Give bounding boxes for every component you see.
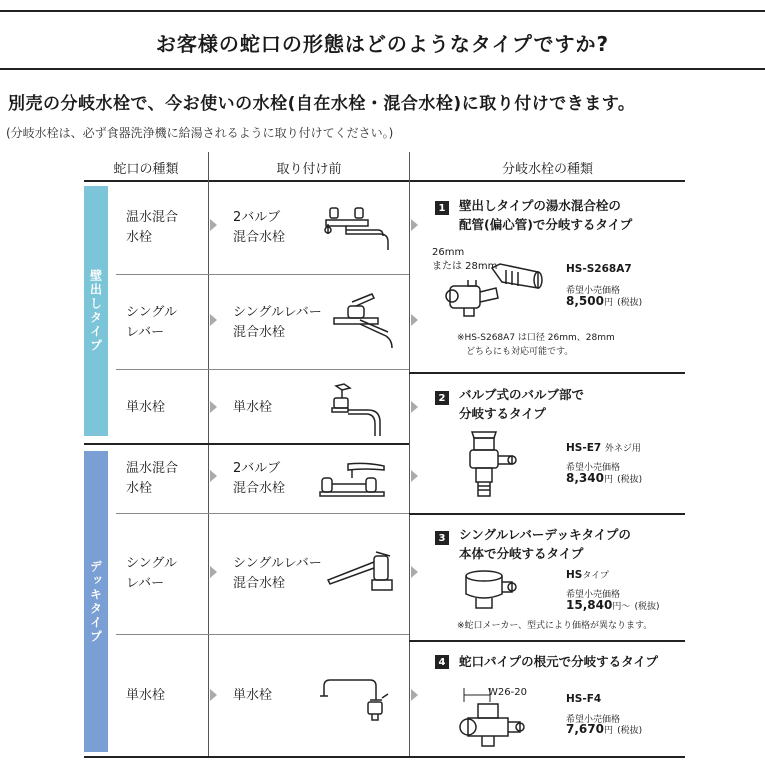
- group-band-deck: デッキタイプ: [84, 451, 108, 752]
- arrow-icon: [210, 566, 217, 578]
- compatibility-note: ※HS-S268A7 は口径 26mm、28mm どちらにも対応可能です。: [457, 333, 615, 357]
- pipe-root-branch-icon: [458, 702, 528, 748]
- product-code: HSタイプ: [566, 569, 609, 581]
- eccentric-pipe-branch-icon: [440, 258, 550, 320]
- product-price: 7,670円 (税抜): [566, 722, 643, 736]
- wall-single-tap-icon: [328, 382, 388, 442]
- top-rule: [0, 10, 765, 12]
- faucet-type-label: 温水混合 水栓: [126, 210, 179, 245]
- arrow-icon: [210, 219, 217, 231]
- before-install-label: 単水栓: [233, 400, 273, 415]
- faucet-type-label: 単水栓: [126, 688, 166, 703]
- before-install-label: 2バルブ 混合水栓: [233, 461, 286, 496]
- price-label: 希望小売価格: [566, 715, 621, 725]
- table-bottom-rule: [84, 756, 685, 758]
- arrow-icon: [210, 314, 217, 326]
- faucet-type-label: シングル レバー: [126, 556, 178, 591]
- row-divider: [116, 513, 409, 514]
- before-install-label: シングルレバー 混合水栓: [233, 305, 322, 340]
- row-divider: [116, 369, 409, 370]
- wall-single-lever-faucet-icon: [330, 292, 405, 352]
- branch-description: バルブ式のバルブ部で 分岐するタイプ: [459, 387, 585, 421]
- branch-divider: [409, 640, 685, 642]
- branch-divider: [409, 513, 685, 515]
- product-code: HS-E7 外ネジ用: [566, 442, 641, 454]
- arrow-icon: [411, 689, 418, 701]
- arrow-icon: [411, 314, 418, 326]
- group-divider: [84, 443, 409, 445]
- deck-single-lever-faucet-icon: [320, 550, 400, 600]
- product-code: HS-F4: [566, 693, 602, 705]
- price-label: 希望小売価格: [566, 286, 621, 296]
- arrow-icon: [411, 566, 418, 578]
- table-header-rule: [84, 180, 685, 182]
- branch-description: 蛇口パイプの根元で分岐するタイプ: [459, 654, 659, 669]
- row-divider: [116, 274, 409, 275]
- branch-description: シングルレバーデッキタイプの 本体で分岐するタイプ: [459, 527, 631, 561]
- arrow-icon: [411, 219, 418, 231]
- wall-two-valve-faucet-icon: [320, 200, 395, 255]
- install-note: (分岐水栓は、必ず食器洗浄機に給湯されるように取り付けてください。): [6, 126, 394, 140]
- column-faucet-type: 蛇口の種類: [113, 162, 179, 177]
- column-branch-type: 分岐水栓の種類: [501, 162, 593, 177]
- deck-single-tap-icon: [320, 672, 390, 722]
- column-divider-1: [208, 152, 209, 757]
- pipe-diameter-label: 26mm または 28mm: [432, 247, 498, 272]
- faucet-type-label: 単水栓: [126, 400, 166, 415]
- faucet-type-label: シングル レバー: [126, 305, 178, 340]
- product-code: HS-S268A7: [566, 263, 632, 275]
- price-label: 希望小売価格: [566, 590, 621, 600]
- page-title: お客様の蛇口の形態はどのようなタイプですか?: [155, 32, 610, 56]
- faucet-type-label: 温水混合 水栓: [126, 461, 179, 496]
- row-divider: [116, 634, 409, 635]
- product-price: 15,840円〜 (税抜): [566, 598, 660, 612]
- pipe-size-label: W26-20: [488, 687, 527, 698]
- arrow-icon: [210, 689, 217, 701]
- valve-branch-icon: [462, 430, 522, 500]
- before-install-label: 単水栓: [233, 688, 273, 703]
- arrow-icon: [210, 470, 217, 482]
- deck-body-branch-icon: [462, 568, 522, 610]
- product-price: 8,340円 (税抜): [566, 471, 643, 485]
- branch-number-badge: 4: [435, 655, 449, 669]
- before-install-label: シングルレバー 混合水栓: [233, 556, 322, 591]
- column-before-install: 取り付け前: [276, 162, 342, 177]
- branch-number-badge: 2: [435, 391, 449, 405]
- arrow-icon: [210, 401, 217, 413]
- before-install-label: 2バルブ 混合水栓: [233, 210, 286, 245]
- product-price: 8,500円 (税抜): [566, 294, 643, 308]
- price-label: 希望小売価格: [566, 463, 621, 473]
- branch-divider: [409, 372, 685, 374]
- arrow-icon: [411, 470, 418, 482]
- deck-two-valve-faucet-icon: [318, 460, 393, 500]
- branch-number-badge: 3: [435, 531, 449, 545]
- group-band-wall: 壁出しタイプ: [84, 186, 108, 436]
- branch-number-badge: 1: [435, 201, 449, 215]
- column-divider-2: [409, 152, 410, 757]
- title-rule: [0, 68, 765, 70]
- arrow-icon: [411, 401, 418, 413]
- price-variation-note: ※蛇口メーカー、型式により価格が異なります。: [457, 621, 653, 631]
- branch-description: 壁出しタイプの湯水混合栓の 配管(偏心管)で分岐するタイプ: [459, 198, 633, 232]
- headline: 別売の分岐水栓で、今お使いの水栓(自在水栓・混合水栓)に取り付けできます。: [8, 94, 636, 114]
